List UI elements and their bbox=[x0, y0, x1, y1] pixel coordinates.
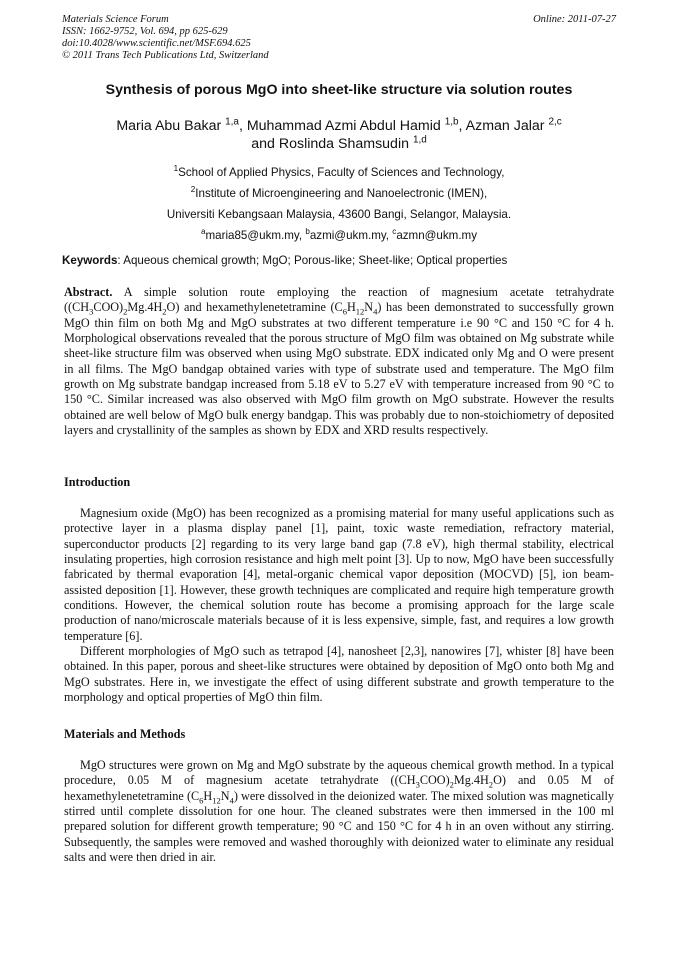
introduction bbox=[64, 506, 614, 705]
journal-copyright: © 2011 Trans Tech Publications Ltd, Switzerland bbox=[62, 50, 269, 61]
affiliation-2-marker: 2 bbox=[190, 185, 196, 195]
abstract-text: Mg.4H bbox=[127, 300, 163, 315]
section-heading-introduction: Introduction bbox=[64, 475, 131, 489]
methods-text: N bbox=[220, 788, 230, 803]
methods-paragraph bbox=[64, 758, 614, 865]
section-heading-methods: Materials and Methods bbox=[64, 727, 186, 741]
methods-sub: 6 bbox=[199, 795, 204, 806]
abstract-sub: 12 bbox=[355, 306, 365, 317]
methods-sub: 12 bbox=[212, 795, 221, 806]
methods-text: H bbox=[203, 788, 213, 803]
intro-paragraph-1: Magnesium oxide (MgO) has been recognized as a promising material for many useful applications such as protective layer in a plasma display panel [1], paint, toxic waste remediation, refractory material, superconductor products [2] regarding to its very large band gap (7.8 eV), high thermal stability, electrical insulating properties, high corrosion resistance and high melt point [3]. Up to now, MgO have been successfully fabricated by thermal evaporation [4], metal-organic chemical vapor deposition (MOCVD) [5], ion beam-assisted deposition [1]. However, these growth techniques are complicated and require high temperature growth conditions. However, the chemical solution route has become a promising approach for the large scale production of nano/microscale materials because of it is less expensive, simple, fast, and requires a low growth temperature [6]. bbox=[64, 506, 614, 643]
keywords-text: : Aqueous chemical growth; MgO; Porous-like; Sheet-like; Optical properties bbox=[117, 254, 508, 267]
author-4-affil: 1,d bbox=[412, 134, 427, 146]
journal-name: Materials Science Forum bbox=[62, 14, 169, 25]
affiliation-1-text: School of Applied Physics, Faculty of Sciences and Technology, bbox=[178, 166, 505, 179]
methods-sub: 2 bbox=[488, 779, 494, 790]
methods-sub: 2 bbox=[449, 779, 454, 790]
author-1: Maria Abu Bakar bbox=[116, 118, 226, 134]
email-b[interactable]: azmi@ukm.my, bbox=[309, 229, 393, 242]
author-2: , Muhammad Azmi Abdul Hamid bbox=[238, 118, 445, 134]
keywords bbox=[62, 254, 616, 267]
intro-paragraph-2: Different morphologies of MgO such as tetrapod [4], nanosheet [2,3], nanowires [7], whister [8] have been obtained. In this paper, porous and sheet-like structures were obtained by deposition of MgO onto both Mg and MgO substrates. Here in, we investigate the effect of using different substrate and growth temperature to the morphology and optical properties of MgO thin film. bbox=[64, 644, 614, 705]
methods-text: O) and 0.05 M of hexamethylenetetramine (C bbox=[64, 773, 614, 803]
affiliation-2-text: Institute of Microengineering and Nanoelectronic (IMEN), bbox=[195, 187, 488, 200]
materials-and-methods bbox=[64, 758, 614, 865]
abstract-sub: 2 bbox=[123, 306, 128, 317]
methods-text: Mg.4H bbox=[453, 773, 489, 788]
author-3-affil: 2,c bbox=[548, 116, 562, 128]
email-c-marker: c bbox=[392, 227, 397, 237]
keywords-label: Keywords bbox=[62, 254, 118, 267]
abstract-text: H bbox=[346, 300, 356, 315]
author-list bbox=[62, 117, 616, 153]
author-line-1 bbox=[62, 117, 616, 135]
abstract bbox=[64, 285, 614, 438]
paper-title: Synthesis of porous MgO into sheet-like structure via solution routes bbox=[105, 82, 573, 98]
abstract-paragraph bbox=[64, 285, 614, 438]
author-line-2 bbox=[62, 135, 616, 153]
affiliation-1 bbox=[62, 162, 616, 183]
methods-text: COO) bbox=[419, 773, 450, 788]
journal-header bbox=[62, 14, 616, 62]
abstract-text: ) has been demonstrated to successfully grown MgO thin film on both Mg and MgO substrates at two different temperature i.e 90 °C and 150 °C for 4 h. Morphological observations revealed that the porous structure of MgO film was obtained on Mg substrate while sheet-like structure film was observed when using MgO substrate. EDX indicated only Mg and O were present in all films. The MgO bandgap obtained varies with type of substrate used and temperature. The MgO film growth on Mg substrate bandgap increased from 5.18 eV to 5.27 eV with temperature increased from 90 °C to 150 °C. Similar increased was also observed with MgO film growth on MgO substrate. However the results obtained are well below of MgO bulk energy bandgap. This was probably due to non-stoichiometry of deposited layers and crystallinity of the samples as shown by EDX and XRD results respectively. bbox=[64, 300, 614, 438]
journal-doi[interactable]: doi:10.4028/www.scientific.net/MSF.694.625 bbox=[62, 38, 251, 49]
email-a-marker: a bbox=[200, 227, 206, 237]
abstract-label: Abstract. bbox=[64, 285, 113, 299]
methods-sub: 4 bbox=[229, 795, 234, 806]
abstract-text: A simple solution route employing the reaction of magnesium acetate tetrahydrate ((CH bbox=[64, 285, 614, 315]
online-date: Online: 2011-07-27 bbox=[533, 14, 616, 25]
affiliation-2 bbox=[62, 183, 616, 204]
affiliations bbox=[62, 162, 616, 246]
abstract-sub: 2 bbox=[162, 306, 167, 317]
author-4: and Roslinda Shamsudin bbox=[251, 136, 413, 152]
affiliation-3: Universiti Kebangsaan Malaysia, 43600 Bangi, Selangor, Malaysia. bbox=[166, 208, 512, 221]
abstract-sub: 3 bbox=[89, 306, 94, 317]
abstract-text: O) and hexamethylenetetramine (C bbox=[166, 300, 343, 315]
abstract-text: COO) bbox=[93, 300, 124, 315]
email-c[interactable]: azmn@ukm.my bbox=[396, 229, 478, 242]
affiliation-1-marker: 1 bbox=[173, 164, 179, 174]
methods-text: ) were dissolved in the deionized water. The mixed solution was magnetically stirred until complete dissolution for one hour. The cleaned substrates were then immersed in the 100 ml prepared solution for different growth temperature; 90 °C and 150 °C for 4 h in an oven without any stirring. Subsequently, the samples were removed and washed thoroughly with deionized water to eliminate any residual salts and were then dried in air. bbox=[64, 788, 614, 865]
abstract-text: N bbox=[364, 300, 374, 315]
author-2-affil: 1,b bbox=[444, 116, 459, 128]
journal-issn: ISSN: 1662-9752, Vol. 694, pp 625-629 bbox=[62, 26, 228, 37]
author-3: , Azman Jalar bbox=[458, 118, 549, 134]
email-b-marker: b bbox=[305, 227, 310, 237]
email-line bbox=[62, 225, 616, 246]
email-a[interactable]: maria85@ukm.my, bbox=[205, 229, 306, 242]
methods-text: MgO structures were grown on Mg and MgO substrate by the aqueous chemical growth method. In a typical procedure, 0.05 M of magnesium acetate tetrahydrate ((CH bbox=[64, 758, 614, 788]
methods-sub: 3 bbox=[415, 779, 420, 790]
abstract-sub: 4 bbox=[373, 306, 378, 317]
abstract-sub: 6 bbox=[342, 306, 347, 317]
author-1-affil: 1,a bbox=[225, 116, 239, 128]
